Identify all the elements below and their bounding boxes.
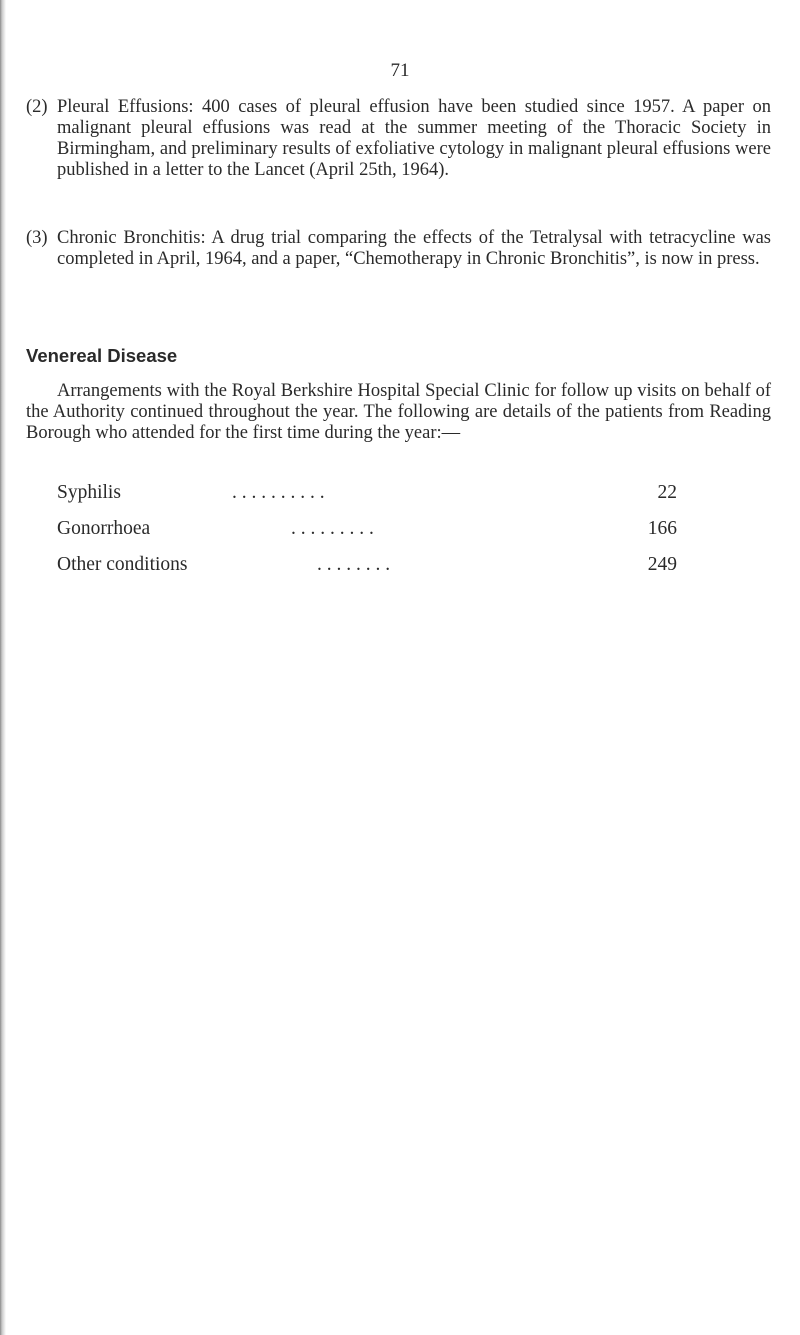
section-intro: Arrangements with the Royal Berkshire Hospital Special Clinic for follow up visits on behalf of the Authority continued throughout the year. The following are details of the patients from Reading Borough who attended for the first time during the year:—	[26, 381, 771, 443]
item-number: (3)	[26, 228, 48, 248]
stat-value: 249	[647, 554, 677, 575]
stat-label: Syphilis	[57, 482, 121, 503]
item-number: (2)	[26, 97, 48, 117]
stat-row-other-conditions	[57, 554, 687, 590]
stats-list	[57, 482, 687, 590]
stat-value: 22	[657, 482, 677, 503]
stat-label: Other conditions	[57, 554, 188, 575]
section-heading: Venereal Disease	[26, 345, 178, 366]
leader-dots: . . . . . . . .	[317, 554, 391, 575]
leader-dots: . . . . . . . . . .	[232, 482, 325, 503]
page-number: 71	[390, 60, 410, 81]
stat-row-gonorrhoea	[57, 518, 687, 554]
item-text: Chronic Bronchitis: A drug trial comparing the effects of the Tetralysal with tetracycline was completed in April, 1964, and a paper, “Chemotherapy in Chronic Bronchitis”, is now in press.	[57, 228, 771, 269]
stat-row-syphilis	[57, 482, 687, 518]
item-text: Pleural Effusions: 400 cases of pleural effusion have been studied since 1957. A paper on malignant pleural effusions was read at the summer meeting of the Thoracic Society in Birmingham, and preliminary results of exfoliative cytology in malignant pleural effusions were published in a letter to the Lancet (April 25th, 1964).	[57, 97, 771, 180]
page-left-edge	[0, 0, 6, 1335]
paragraph-pleural-effusions	[26, 97, 771, 181]
stat-value: 166	[647, 518, 677, 539]
stat-label: Gonorrhoea	[57, 518, 151, 539]
leader-dots: . . . . . . . . .	[291, 518, 374, 539]
paragraph-chronic-bronchitis	[26, 228, 771, 270]
